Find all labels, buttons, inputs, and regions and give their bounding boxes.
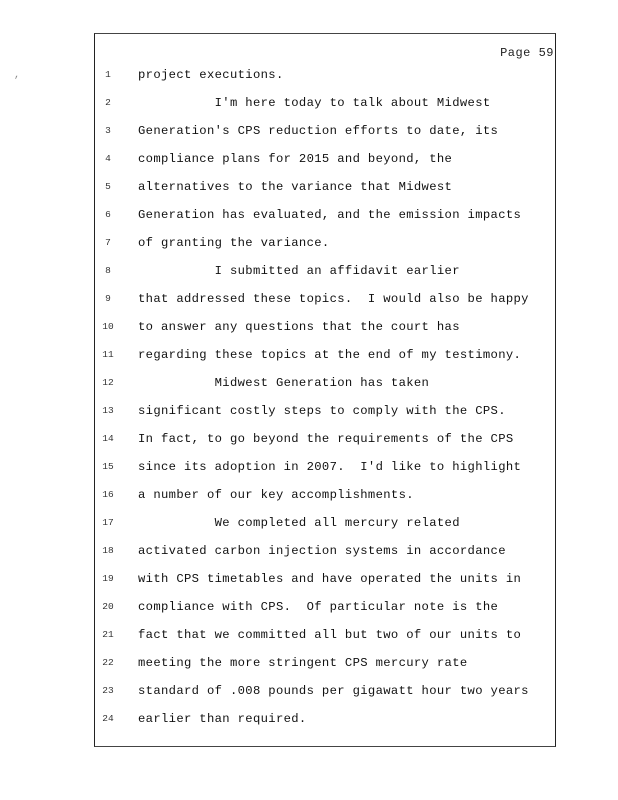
transcript-lines — [0, 61, 618, 733]
line-text: We completed all mercury related — [138, 516, 460, 530]
line-number: 23 — [102, 685, 114, 696]
line-number: 15 — [102, 461, 114, 472]
scan-speck: , — [14, 70, 21, 81]
line-number: 11 — [102, 349, 114, 360]
line-text: since its adoption in 2007. I'd like to highlight — [138, 460, 522, 474]
line-number: 20 — [102, 601, 114, 612]
transcript-line — [0, 649, 618, 677]
transcript-line — [0, 313, 618, 341]
transcript-line — [0, 285, 618, 313]
line-number: 4 — [105, 153, 111, 164]
transcript-line — [0, 565, 618, 593]
transcript-line — [0, 397, 618, 425]
line-text: I submitted an affidavit earlier — [138, 264, 460, 278]
line-text: Generation's CPS reduction efforts to date, its — [138, 124, 499, 138]
line-text: that addressed these topics. I would also be happy — [138, 292, 529, 306]
transcript-line — [0, 257, 618, 285]
transcript-line — [0, 621, 618, 649]
line-text: compliance plans for 2015 and beyond, the — [138, 152, 453, 166]
transcript-line — [0, 537, 618, 565]
transcript-line — [0, 117, 618, 145]
line-number: 17 — [102, 517, 114, 528]
transcript-line — [0, 509, 618, 537]
line-number: 16 — [102, 489, 114, 500]
line-text: of granting the variance. — [138, 236, 330, 250]
line-text: project executions. — [138, 68, 284, 82]
line-number: 18 — [102, 545, 114, 556]
line-number: 10 — [102, 321, 114, 332]
line-number: 8 — [105, 265, 111, 276]
line-number: 19 — [102, 573, 114, 584]
line-text: earlier than required. — [138, 712, 307, 726]
line-text: compliance with CPS. Of particular note is the — [138, 600, 499, 614]
line-number: 12 — [102, 377, 114, 388]
line-number: 14 — [102, 433, 114, 444]
transcript-line — [0, 425, 618, 453]
line-text: significant costly steps to comply with the CPS. — [138, 404, 506, 418]
transcript-line — [0, 481, 618, 509]
transcript-line — [0, 341, 618, 369]
line-number: 3 — [105, 125, 111, 136]
line-number: 21 — [102, 629, 114, 640]
line-number: 5 — [105, 181, 111, 192]
line-text: a number of our key accomplishments. — [138, 488, 414, 502]
line-text: meeting the more stringent CPS mercury rate — [138, 656, 468, 670]
line-number: 6 — [105, 209, 111, 220]
transcript-line — [0, 61, 618, 89]
transcript-line — [0, 705, 618, 733]
transcript-line — [0, 89, 618, 117]
page-number: Page 59 — [500, 46, 554, 60]
line-text: In fact, to go beyond the requirements of the CPS — [138, 432, 514, 446]
line-text: to answer any questions that the court has — [138, 320, 460, 334]
line-number: 1 — [105, 69, 111, 80]
transcript-line — [0, 145, 618, 173]
transcript-line — [0, 453, 618, 481]
line-number: 2 — [105, 97, 111, 108]
line-number: 22 — [102, 657, 114, 668]
transcript-line — [0, 229, 618, 257]
transcript-line — [0, 593, 618, 621]
line-text: fact that we committed all but two of our units to — [138, 628, 522, 642]
transcript-line — [0, 369, 618, 397]
line-text: with CPS timetables and have operated the units in — [138, 572, 522, 586]
transcript-line — [0, 677, 618, 705]
line-text: I'm here today to talk about Midwest — [138, 96, 491, 110]
line-text: Midwest Generation has taken — [138, 376, 430, 390]
line-text: alternatives to the variance that Midwest — [138, 180, 453, 194]
line-number: 7 — [105, 237, 111, 248]
line-number: 13 — [102, 405, 114, 416]
line-number: 24 — [102, 713, 114, 724]
line-text: activated carbon injection systems in accordance — [138, 544, 506, 558]
transcript-line — [0, 201, 618, 229]
line-text: standard of .008 pounds per gigawatt hour two years — [138, 684, 529, 698]
transcript-line — [0, 173, 618, 201]
line-text: Generation has evaluated, and the emission impacts — [138, 208, 522, 222]
line-number: 9 — [105, 293, 111, 304]
line-text: regarding these topics at the end of my testimony. — [138, 348, 522, 362]
